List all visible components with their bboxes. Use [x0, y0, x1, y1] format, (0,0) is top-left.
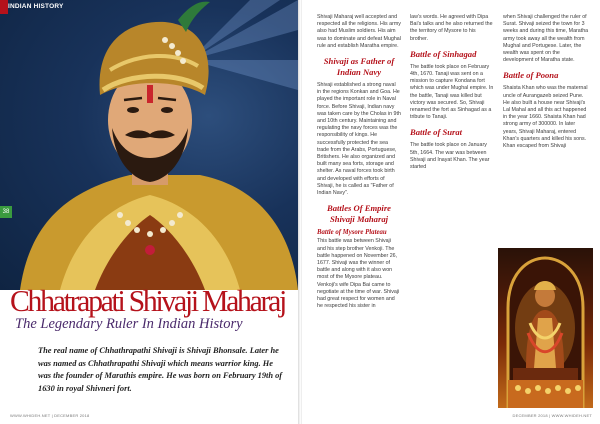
footer-left: WWW.WHIDEH.NET | DECEMBER 2018	[10, 413, 90, 418]
heading-battles-of-empire: Battles Of Empire Shivaji Maharaj	[327, 203, 391, 225]
paragraph: when Shivaji challenged the ruler of Surat. Shivaji seized the town for 3 weeks and during this time, Maratha army took away all the wealth from Mughal and Portugese. Later, the wealth was spent on the development of Maratha state.	[503, 14, 589, 64]
shivaji-statue-image	[498, 248, 593, 408]
text-column-2	[410, 14, 494, 177]
paragraph: Shaista Khan who was the maternal uncle of Aurangazeb seized Pune. He also built a house near Shivaji's Lal Mahal and all this act happened in the year 1660. Shaista Khan had strong army of 300000. In later years, Shivaji Maharaj, entered Khan's quarters and killed his sons. Khan escaped from Shivaji	[503, 85, 588, 150]
paragraph: law's words. He agreed with Dipa Bai's talks and he also returned the the territory of Mysore to his brother.	[410, 14, 493, 42]
text-column-3	[503, 14, 591, 156]
page-number-tab: 38	[0, 206, 12, 218]
subheadline: The Legendary Ruler In Indian History	[15, 316, 243, 332]
section-label: INDIAN HISTORY	[8, 3, 64, 10]
paragraph: Shivaji established a strong naval in the regions Konkan and Goa. He played the important role in Naval force. Before Shivaji, Indian navy was taken care by the Cholas in 9th and 10th century. Maintaining and regulating the navy forces was the responsibility of kings. He successfully protected the sea trade from the Arabs, Portuguese, Britishers. He also organized and built many sea forts, storage and shelter. As naval forces took birth and developed with efforts of Shivaji, he is called as "Father of Indian Navy".	[317, 82, 401, 197]
heading-father-of-navy: Shivaji as Father of Indian Navy	[323, 56, 395, 78]
section-marker	[0, 0, 8, 14]
paragraph: The battle took place on February 4th, 1670. Tanaji was sent on a mission to capture Kondana fort which was under Mughal empire. In the battle, Tanaji was killed but victory was secured. So, Shivaji renamed the fort as Sinhagad as a tribute to Tanaji.	[410, 63, 494, 121]
text-column-1	[317, 14, 401, 317]
footer-right: DECEMBER 2018 | WWW.WHIDEH.NET	[512, 413, 592, 418]
right-page	[302, 0, 600, 424]
intro-paragraph: The real name of Chhathrapathi Shivaji is Shivaji Bhonsale. Later he was named as Chhathrapathi Shivaji which means warrior king. He was the founder of Marathis empire. He was born on February 19th of 1630 in royal Shivneri fort.	[38, 346, 283, 393]
heading-battle-mysore: Battle of Mysore Plateau	[317, 229, 387, 237]
paragraph: This battle was between Shivaji and his step brother Venkoji. The battle happened on November 26, 1677. Shivaji was the winner of battle and along with it also won most of the Mysore plateau. Venkoji's wife Dipa Bai came to negotiate at the time of war. Shivaji had great respect for women and he respected his sister in	[317, 238, 400, 310]
heading-battle-surat: Battle of Surat	[410, 127, 463, 138]
heading-battle-poona: Battle of Poona	[503, 70, 559, 81]
paragraph: Shivaji Maharaj well accepted and respected all the religions. His army also had Muslim soldiers. His aim was to dominate and defeat Mughal rule and establish Maratha empire.	[317, 14, 401, 49]
left-page	[0, 0, 298, 424]
shivaji-portrait-image	[0, 0, 298, 290]
headline: Chhatrapati Shivaji Maharaj	[10, 283, 285, 318]
paragraph: The battle took place on January 5th, 1664. The war was between Shivaji and Inayat Khan. The year started	[410, 142, 490, 171]
heading-battle-sinhagad: Battle of Sinhagad	[410, 48, 477, 59]
